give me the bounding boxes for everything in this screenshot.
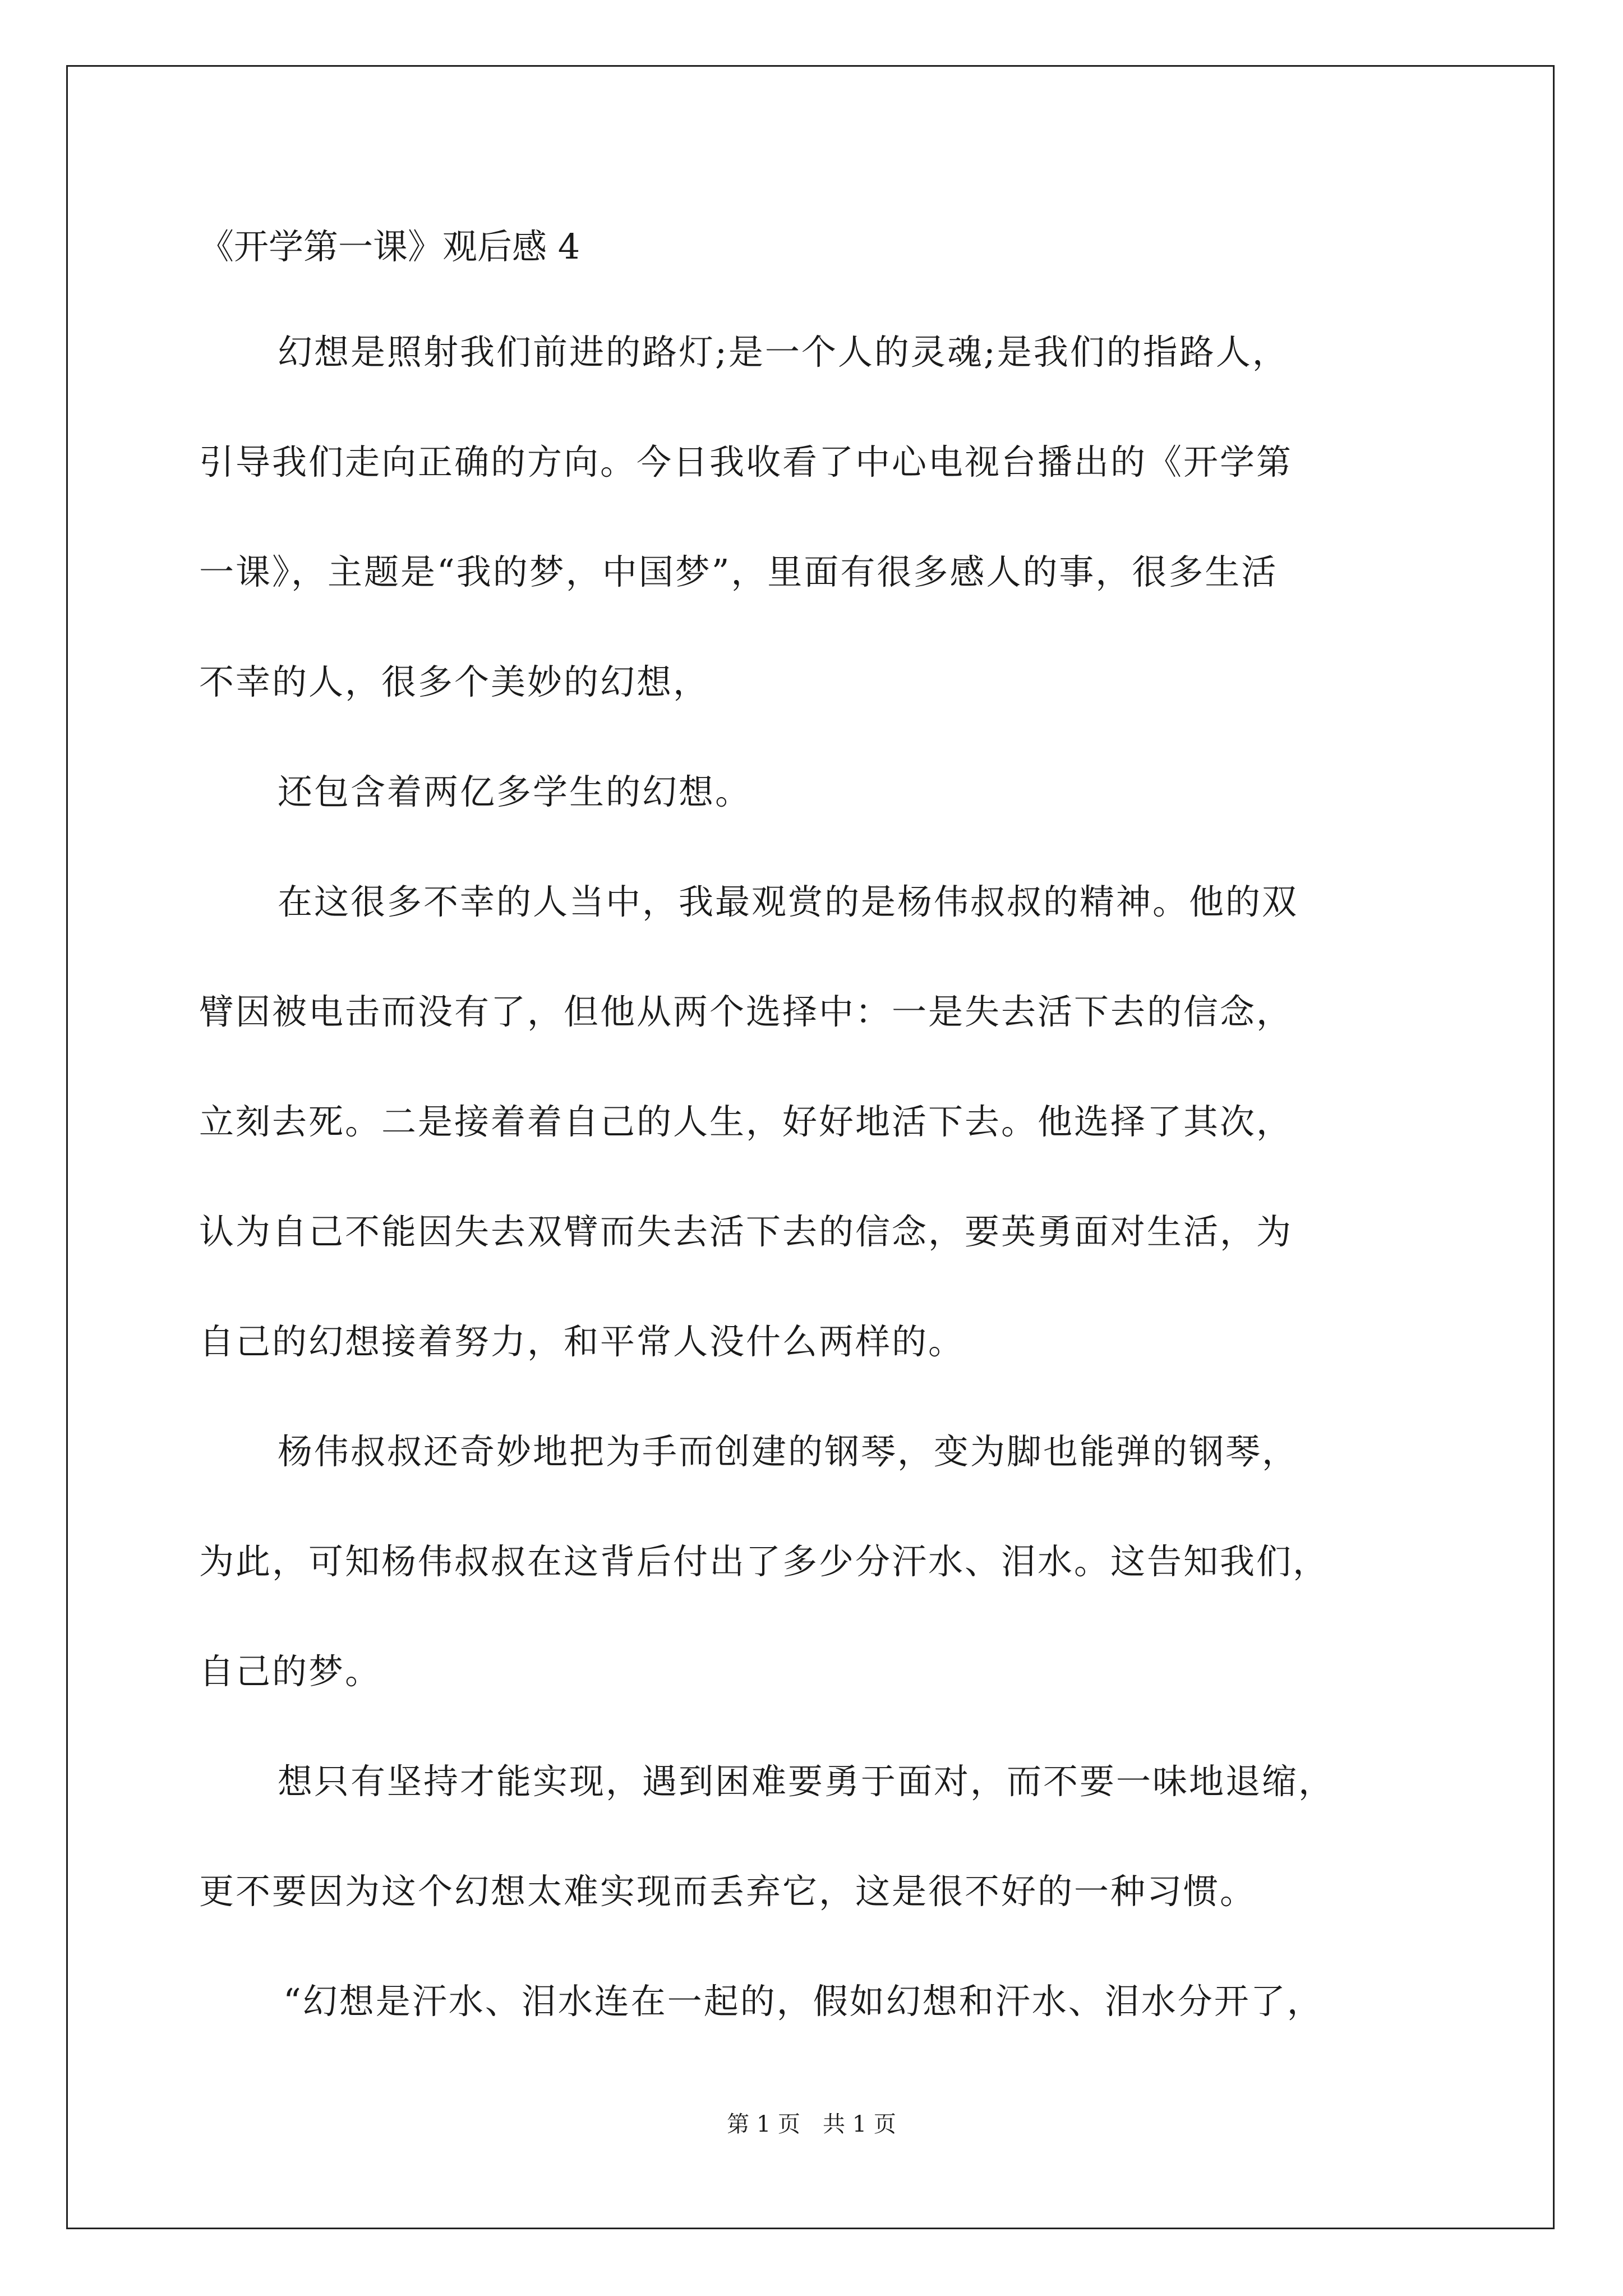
paragraph-6 xyxy=(199,1974,1433,2084)
paragraph-line: 幻想是照射我们前进的路灯;是一个人的灵魂;是我们的指路人， xyxy=(278,332,1289,372)
paragraph-line: 杨伟叔叔还奇妙地把为手而创建的钢琴，变为脚也能弹的钢琴， xyxy=(278,1431,1299,1472)
paragraph-line: 立刻去死。二是接着着自己的人生，好好地活下去。他选择了其次， xyxy=(199,1101,1293,1142)
paragraph-5 xyxy=(199,1754,1433,1974)
document-title: 《开学第一课》观后感 4 xyxy=(199,226,580,267)
paragraph-line: 在这很多不幸的人当中，我最观赏的是杨伟叔叔的精神。他的双 xyxy=(278,881,1299,922)
paragraph-line: 一课》，主题是“我的梦，中国梦”，里面有很多感人的事，很多生活 xyxy=(199,551,1278,592)
page-number-footer: 第 1 页 共 1 页 xyxy=(727,2111,896,2137)
document-body xyxy=(199,222,1433,2084)
paragraph-line: 更不要因为这个幻想太难实现而丢弃它，这是很不好的一种习惯。 xyxy=(199,1871,1257,1912)
paragraph-line: 认为自己不能因失去双臂而失去活下去的信念，要英勇面对生活，为 xyxy=(199,1211,1293,1252)
paragraph-3 xyxy=(199,875,1433,1424)
paragraph-line: “幻想是汗水、泪水连在一起的，假如幻想和汗水、泪水分开了， xyxy=(283,1981,1324,2022)
paragraph-4 xyxy=(199,1424,1433,1754)
paragraph-line: 想只有坚持才能实现，遇到困难要勇于面对，而不要一味地退缩， xyxy=(278,1761,1335,1802)
paragraph-line: 不幸的人，很多个美妙的幻想， xyxy=(199,661,710,702)
paragraph-line: 自己的梦。 xyxy=(199,1651,382,1692)
paragraph-line: 引导我们走向正确的方向。今日我收看了中心电视台播出的《开学第 xyxy=(199,441,1293,482)
paragraph-line: 臂因被电击而没有了，但他从两个选择中：一是失去活下去的信念， xyxy=(199,991,1293,1032)
paragraph-line: 还包含着两亿多学生的幻想。 xyxy=(278,771,752,812)
paragraph-line: 为此，可知杨伟叔叔在这背后付出了多少分汗水、泪水。这告知我们， xyxy=(199,1541,1330,1582)
paragraph-1 xyxy=(199,325,1433,765)
paragraph-line: 自己的幻想接着努力，和平常人没什么两样的。 xyxy=(199,1321,965,1362)
paragraph-2 xyxy=(199,765,1433,875)
